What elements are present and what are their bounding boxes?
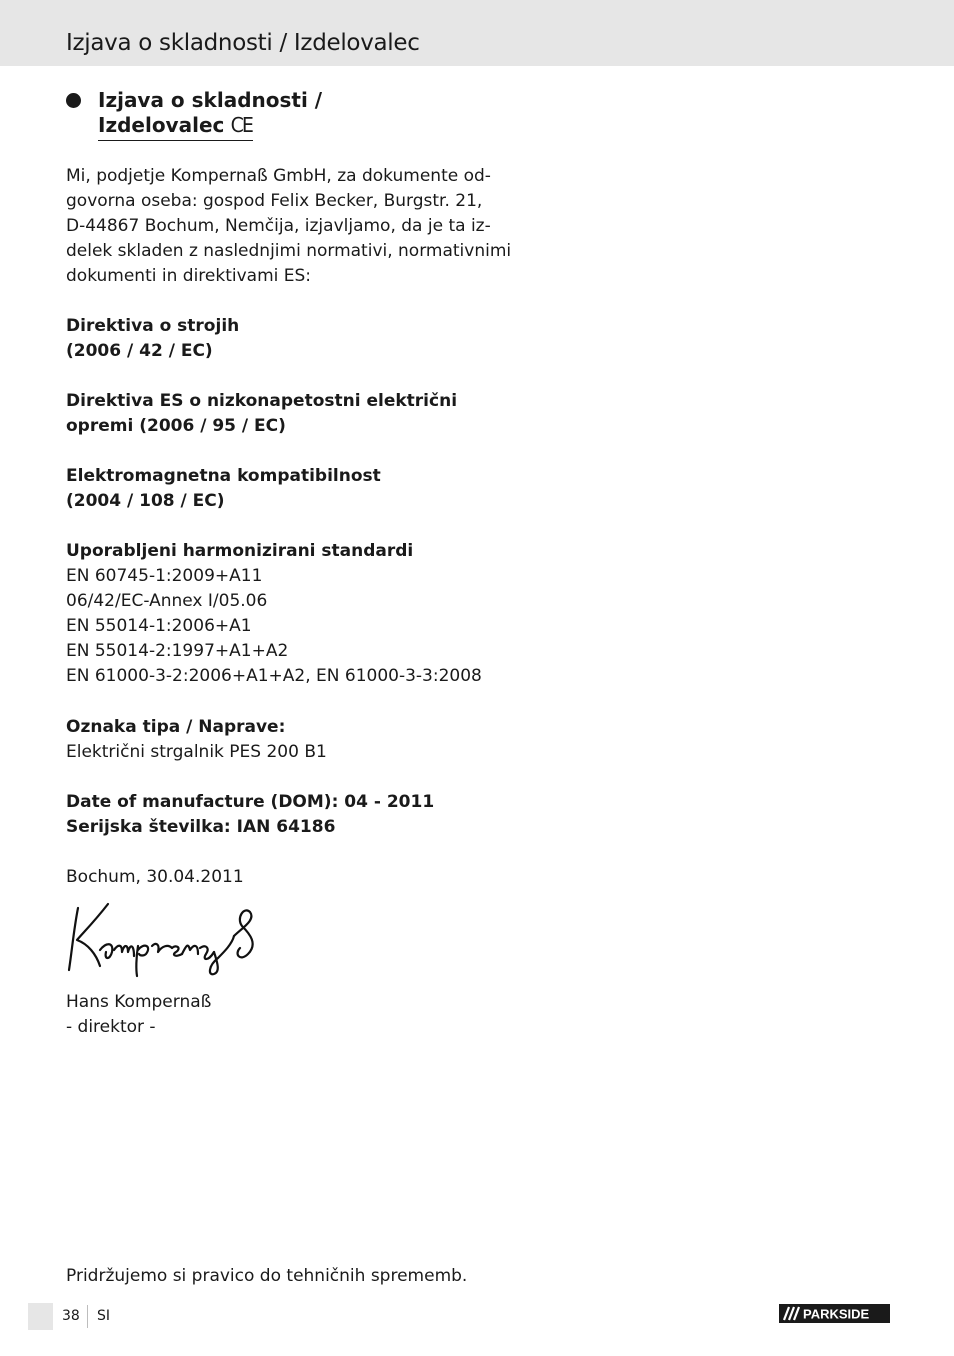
place-date: Bochum, 30.04.2011 [66, 867, 244, 887]
signer-name: Hans Kompernaß [66, 992, 212, 1012]
intro-paragraph [66, 164, 512, 289]
type-block [66, 715, 486, 765]
page-header-title: Izjava o skladnosti / Izdelovalec [66, 30, 420, 56]
serial-number: Serijska številka: IAN 64186 [66, 817, 336, 837]
directive-low-voltage [66, 389, 486, 439]
page-marker-box [28, 1303, 53, 1330]
directive-line: (2004 / 108 / EC) [66, 491, 225, 511]
signer-block [66, 990, 486, 1040]
standard-item: 06/42/EC-Annex I/05.06 [66, 591, 268, 611]
page-language: SI [97, 1308, 111, 1324]
intro-line: dokumenti in direktivami ES: [66, 266, 312, 286]
footer-divider [87, 1305, 88, 1328]
bullet-icon [66, 93, 81, 108]
directive-line: Elektromagnetna kompatibilnost [66, 466, 381, 486]
standard-item: EN 60745-1:2009+A11 [66, 566, 263, 586]
directive-line: opremi (2006 / 95 / EC) [66, 416, 286, 436]
logo-wordmark: PARKSIDE [803, 1306, 870, 1322]
directive-line: Direktiva o strojih [66, 316, 240, 336]
directive-line: (2006 / 42 / EC) [66, 341, 213, 361]
manufacture-date: Date of manufacture (DOM): 04 - 2011 [66, 792, 435, 812]
standards-title: Uporabljeni harmonizirani standardi [66, 541, 414, 561]
standards-block [66, 539, 486, 689]
directive-emc [66, 464, 486, 514]
handwritten-signature [64, 900, 260, 978]
standard-item: EN 55014-2:1997+A1+A2 [66, 641, 289, 661]
section-title-line2-wrap [98, 113, 253, 141]
type-title: Oznaka tipa / Naprave: [66, 717, 286, 737]
type-value: Električni strgalnik PES 200 B1 [66, 742, 327, 762]
section-title-line2: Izdelovalec [98, 113, 225, 137]
intro-line: D-44867 Bochum, Nemčija, izjavljamo, da je ta iz- [66, 216, 491, 236]
manufacture-block [66, 790, 486, 840]
parkside-logo-icon [779, 1304, 890, 1323]
section-title-line1: Izjava o skladnosti / [98, 88, 323, 112]
standard-item: EN 61000-3-2:2006+A1+A2, EN 61000-3-3:2008 [66, 666, 482, 686]
ce-mark-icon: CE [230, 113, 253, 137]
section-title [98, 88, 322, 141]
signer-role: - direktor - [66, 1017, 156, 1037]
intro-line: delek skladen z naslednjimi normativi, normativnimi [66, 241, 512, 261]
intro-line: govorna oseba: gospod Felix Becker, Burgstr. 21, [66, 191, 483, 211]
intro-line: Mi, podjetje Kompernaß GmbH, za dokumente od- [66, 166, 491, 186]
page-number: 38 [62, 1308, 80, 1324]
directive-machinery [66, 314, 486, 364]
directive-line: Direktiva ES o nizkonapetostni električni [66, 391, 458, 411]
standard-item: EN 55014-1:2006+A1 [66, 616, 252, 636]
footer-note: Pridržujemo si pravico do tehničnih sprememb. [66, 1266, 468, 1286]
